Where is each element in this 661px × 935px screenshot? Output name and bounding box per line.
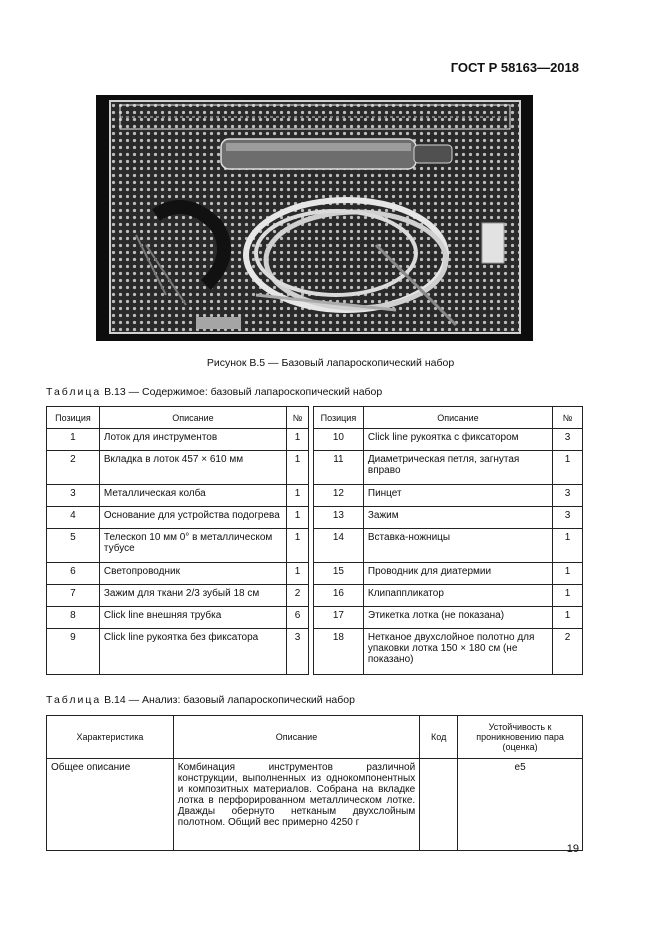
col-code: Код [420, 716, 458, 759]
table13-label: Таблица [46, 386, 102, 398]
number-cell: 3 [553, 429, 583, 451]
position-cell: 16 [313, 585, 363, 607]
description-cell: Комбинация инструментов различной конструкции, выполненных из однокомпонентных и композитных материалов. Собрана на вкладке лотка в перфорированном металлическом лотке. Дважды обернуто нетканым двухслойным полотном. Общий вес примерно 4250 г [173, 759, 419, 851]
code-cell [420, 759, 458, 851]
description-cell: Click line внешняя трубка [99, 607, 286, 629]
description-cell: Металлическая колба [99, 485, 286, 507]
document-header: ГОСТ Р 58163—2018 [450, 60, 579, 75]
figure-caption: Рисунок В.5 — Базовый лапароскопический набор [206, 357, 455, 369]
number-cell: 3 [553, 485, 583, 507]
description-cell: Пинцет [363, 485, 552, 507]
position-cell: 12 [313, 485, 363, 507]
col-position: Позиция [313, 407, 363, 429]
table-row [47, 759, 583, 851]
table14-title: В.14 — Анализ: базовый лапароскопический набор [104, 694, 355, 706]
description-cell: Проводник для диатермии [363, 563, 552, 585]
position-cell: 13 [313, 507, 363, 529]
description-cell: Зажим [363, 507, 552, 529]
description-cell: Зажим для ткани 2/3 зубый 18 см [99, 585, 286, 607]
position-cell: 2 [47, 451, 100, 485]
description-cell: Вкладка в лоток 457 × 610 мм [99, 451, 286, 485]
table-row [47, 563, 583, 585]
position-cell: 10 [313, 429, 363, 451]
col-characteristic: Характеристика [47, 716, 174, 759]
number-cell: 2 [553, 629, 583, 675]
number-cell: 1 [287, 451, 309, 485]
position-cell: 4 [47, 507, 100, 529]
analysis-table [46, 715, 583, 851]
characteristic-cell: Общее описание [47, 759, 174, 851]
page-number: 19 [566, 843, 579, 855]
position-cell: 15 [313, 563, 363, 585]
number-cell: 6 [287, 607, 309, 629]
number-cell: 3 [287, 629, 309, 675]
description-cell: Светопроводник [99, 563, 286, 585]
laparoscopic-set-photo [96, 95, 533, 341]
number-cell: 1 [287, 429, 309, 451]
position-cell: 6 [47, 563, 100, 585]
position-cell: 5 [47, 529, 100, 563]
number-cell: 1 [553, 607, 583, 629]
table13-title: В.13 — Содержимое: базовый лапароскопический набор [104, 386, 383, 398]
table-row [47, 585, 583, 607]
number-cell: 2 [287, 585, 309, 607]
position-cell: 3 [47, 485, 100, 507]
number-cell: 1 [553, 529, 583, 563]
position-cell: 18 [313, 629, 363, 675]
resistance-cell: e5 [458, 759, 583, 851]
description-cell: Основание для устройства подогрева [99, 507, 286, 529]
position-cell: 8 [47, 607, 100, 629]
table14-header-row [47, 716, 583, 759]
col-description: Описание [363, 407, 552, 429]
table-row [47, 507, 583, 529]
col-position: Позиция [47, 407, 100, 429]
table-row [47, 629, 583, 675]
number-cell: 1 [553, 563, 583, 585]
number-cell: 1 [553, 585, 583, 607]
col-number: № [287, 407, 309, 429]
description-cell: Click line рукоятка без фиксатора [99, 629, 286, 675]
col-description: Описание [99, 407, 286, 429]
number-cell: 1 [287, 563, 309, 585]
description-cell: Этикетка лотка (не показана) [363, 607, 552, 629]
description-cell: Телескоп 10 мм 0° в металлическом тубусе [99, 529, 286, 563]
position-cell: 7 [47, 585, 100, 607]
description-cell: Клипаппликатор [363, 585, 552, 607]
description-cell: Вставка-ножницы [363, 529, 552, 563]
number-cell: 3 [553, 507, 583, 529]
table-row [47, 607, 583, 629]
number-cell: 1 [287, 485, 309, 507]
table-row [47, 451, 583, 485]
contents-table [46, 406, 583, 675]
table13-header-row [47, 407, 583, 429]
position-cell: 17 [313, 607, 363, 629]
col-description: Описание [173, 716, 419, 759]
position-cell: 14 [313, 529, 363, 563]
col-number: № [553, 407, 583, 429]
number-cell: 1 [553, 451, 583, 485]
position-cell: 11 [313, 451, 363, 485]
number-cell: 1 [287, 507, 309, 529]
position-cell: 9 [47, 629, 100, 675]
table-row [47, 485, 583, 507]
table14-caption [46, 694, 355, 706]
description-cell: Click line рукоятка с фиксатором [363, 429, 552, 451]
description-cell: Диаметрическая петля, загнутая вправо [363, 451, 552, 485]
table13-caption [46, 386, 382, 398]
table14-label: Таблица [46, 694, 102, 706]
col-steam-resistance: Устойчивость к проникновению пара (оценка) [458, 716, 583, 759]
description-cell: Лоток для инструментов [99, 429, 286, 451]
table-row [47, 529, 583, 563]
position-cell: 1 [47, 429, 100, 451]
number-cell: 1 [287, 529, 309, 563]
table-row [47, 429, 583, 451]
description-cell: Нетканое двухслойное полотно для упаковки лотка 150 × 180 см (не показано) [363, 629, 552, 675]
